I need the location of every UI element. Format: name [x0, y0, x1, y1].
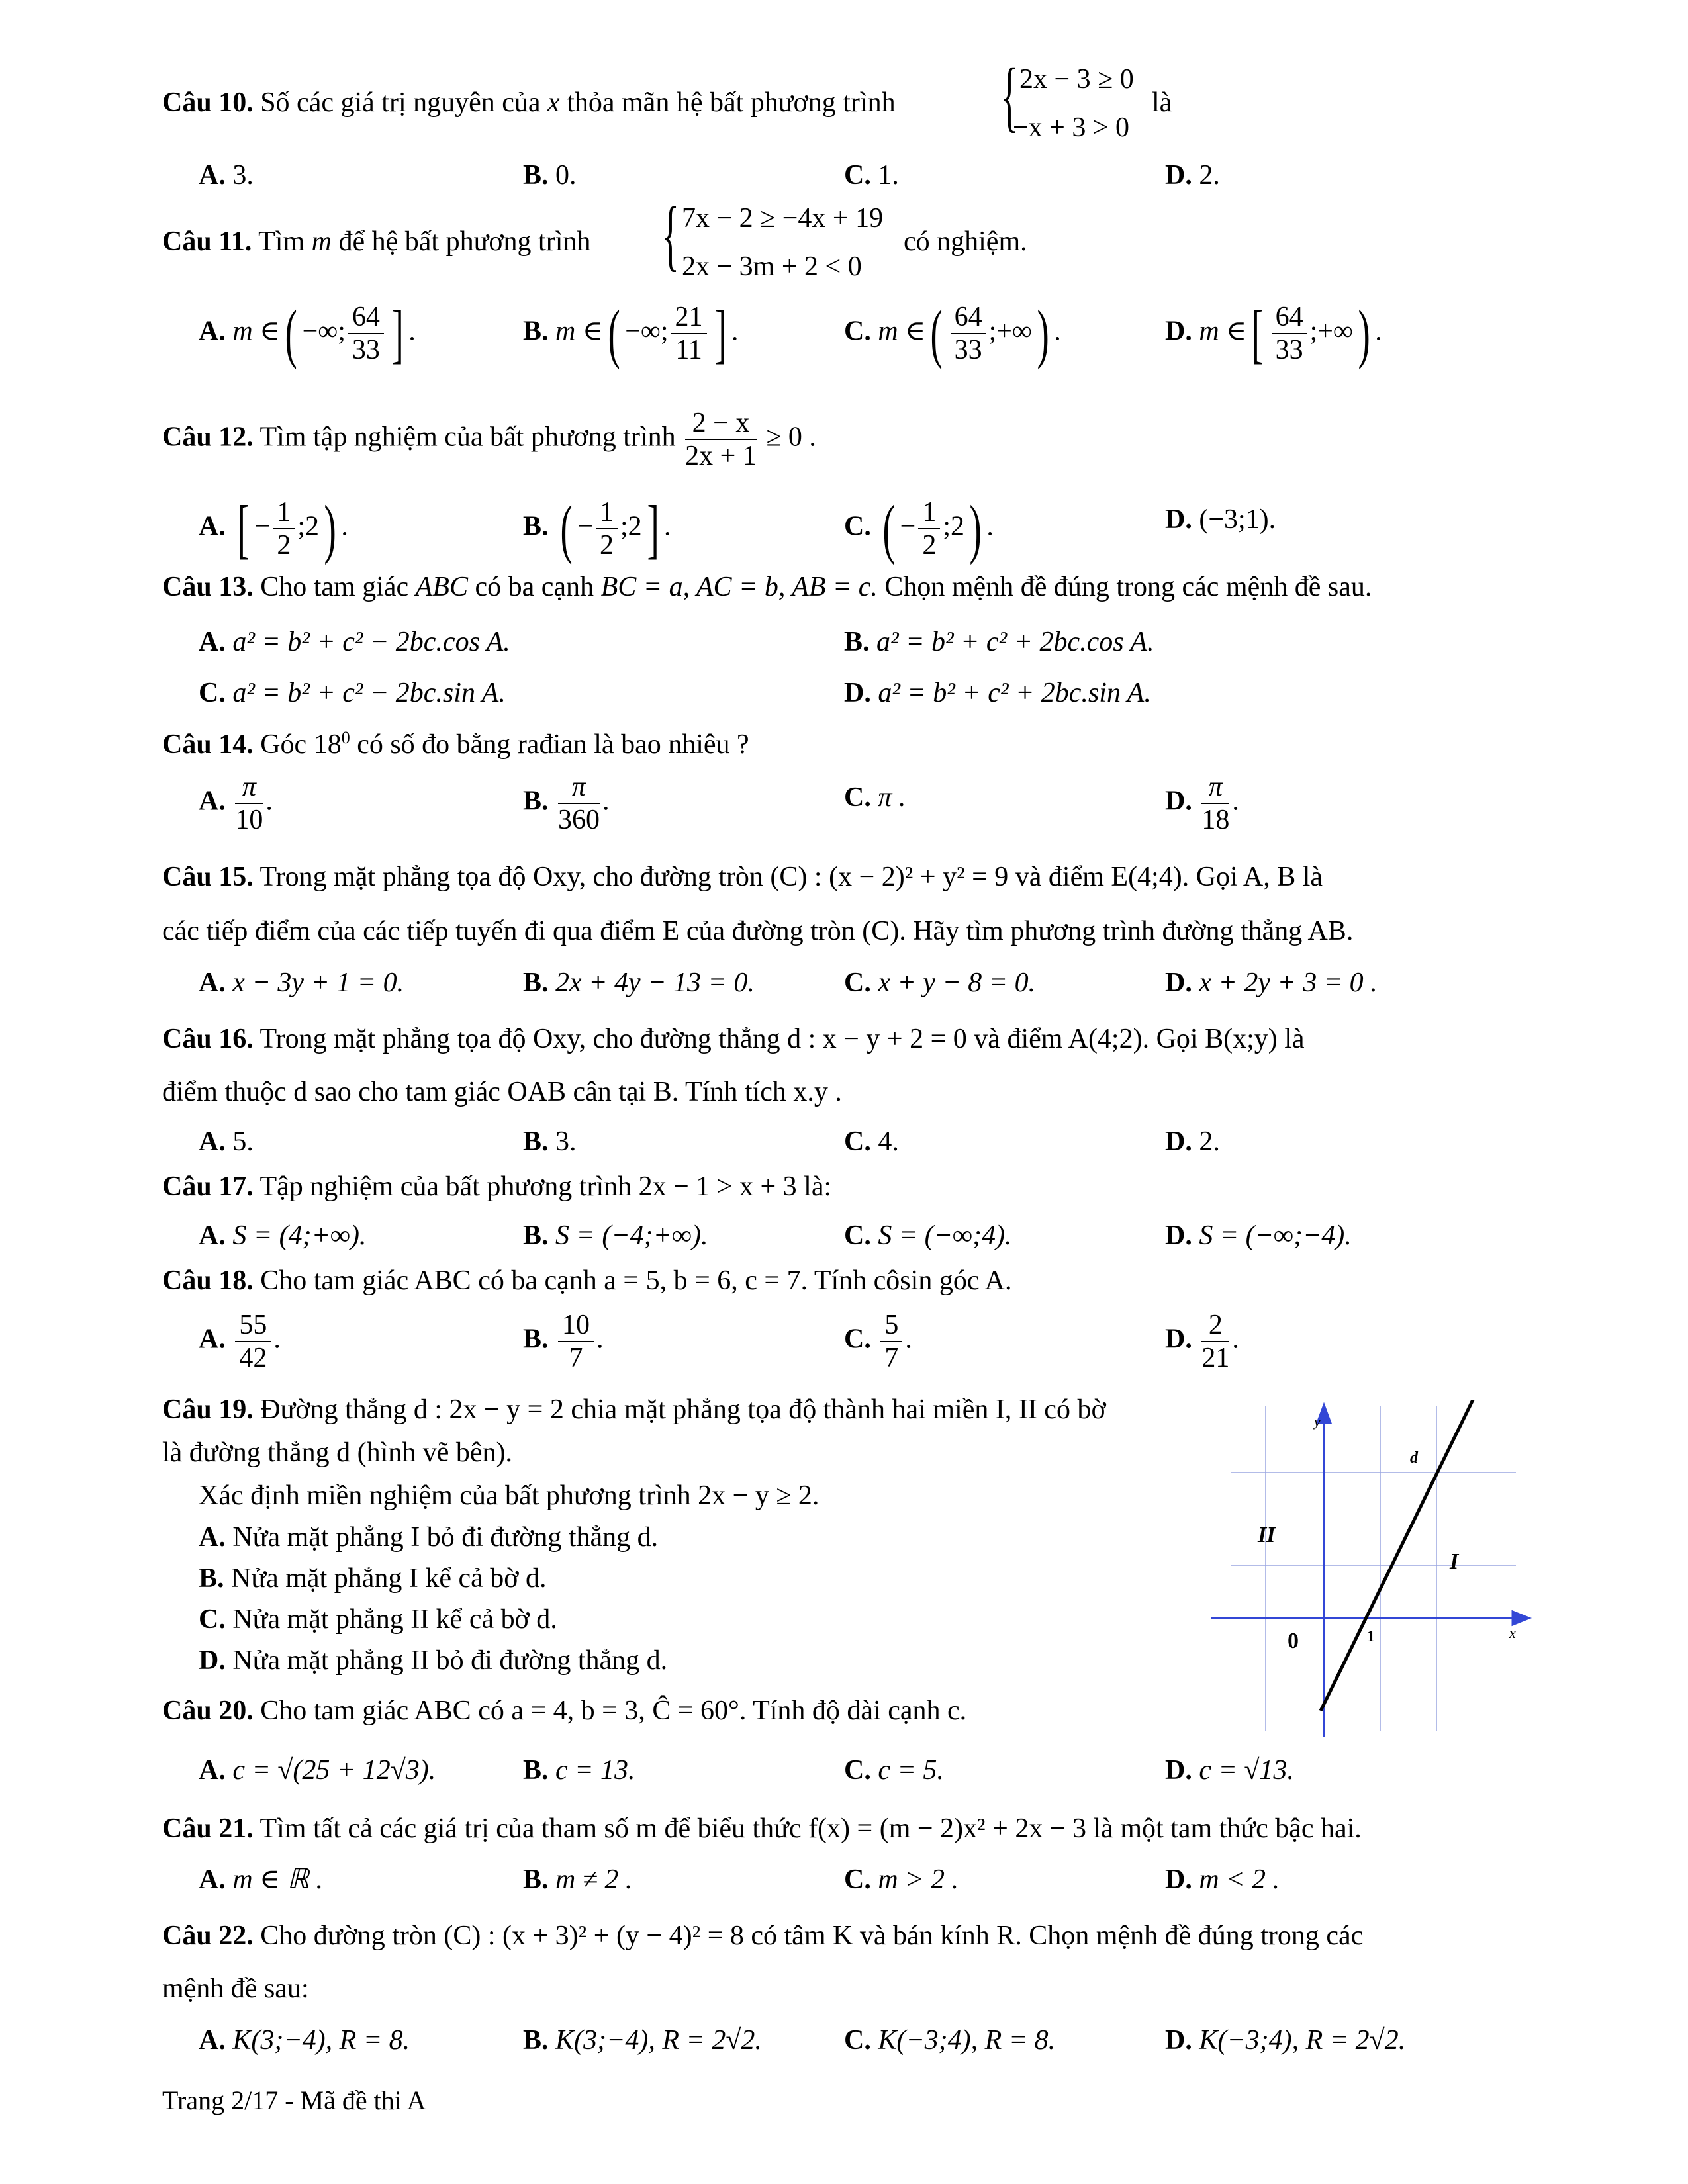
option-b: B. $\frac{\pi}{360}$ . [523, 772, 610, 835]
system-brace: { [662, 191, 679, 279]
option-b: B. m ≠ 2 . [523, 1864, 633, 1895]
tick-label-one: 1 [1367, 1628, 1375, 1645]
page-footer: Trang 2/17 - Mã đề thi A [162, 2085, 426, 2115]
question-10 [162, 86, 896, 119]
x-label: x [1509, 1625, 1516, 1641]
y-label: y [1314, 1413, 1321, 1430]
question-22: Câu 22. Cho đường tròn (C) : (x + 3)² + (y − 4)² = 8 có tâm K và bán kính R. Chọn mệnh đề đúng trong các [162, 1921, 1364, 1951]
option-c: C. S = (−∞;4). [844, 1220, 1012, 1251]
system-line: 7x − 2 ≥ −4x + 19 [682, 203, 884, 234]
option-c: C. x + y − 8 = 0. [844, 968, 1036, 998]
option-d: D. c = √13. [1165, 1755, 1294, 1786]
question-20: Câu 20. Cho tam giác ABC có a = 4, b = 3, Ĉ = 60°. Tính độ dài cạnh c. [162, 1696, 967, 1726]
question-text: để hệ bất phương trình [338, 226, 591, 257]
question-text: Tìm [258, 226, 305, 257]
option-b: B. a² = b² + c² + 2bc.cos A. [844, 627, 1154, 657]
system-line: 2x − 3m + 2 < 0 [682, 251, 862, 282]
option-a: A. [ − $\frac{1}{2}$ ;2) . [199, 492, 348, 565]
question-label: Câu 12. [162, 422, 254, 453]
question-22-cont: mệnh đề sau: [162, 1974, 309, 2004]
question-17: Câu 17. Tập nghiệm của bất phương trình 2x − 1 > x + 3 là: [162, 1171, 832, 1202]
option-d: D. Nửa mặt phẳng II bỏ đi đường thẳng d. [199, 1645, 668, 1676]
option-b: B. ( − $\frac{1}{2}$ ;2] . [523, 492, 671, 565]
option-c: C. Nửa mặt phẳng II kể cả bờ d. [199, 1604, 557, 1635]
option-b: B. 0. [523, 160, 577, 191]
option-a: A. c = √(25 + 12√3). [199, 1755, 436, 1786]
option-b: B. K(3;−4), R = 2√2. [523, 2025, 762, 2056]
option-c: C. ( − $\frac{1}{2}$ ;2) . [844, 492, 994, 565]
option-c: C. a² = b² + c² − 2bc.sin A. [199, 678, 506, 708]
option-d: D. K(−3;4), R = 2√2. [1165, 2025, 1406, 2056]
line-d-label: d [1410, 1449, 1418, 1467]
option-d: D. m < 2 . [1165, 1864, 1280, 1895]
option-c: C. 4. [844, 1126, 899, 1157]
fraction: $\frac{2 - x}{2x + 1}$ [685, 408, 757, 471]
question-19-prompt: Xác định miền nghiệm của bất phương trình 2x − y ≥ 2. [199, 1480, 820, 1511]
question-13: Câu 13. Cho tam giác ABC có ba cạnh BC = a, AC = b, AB = c. Chọn mệnh đề đúng trong các mệnh đề sau. [162, 572, 1372, 602]
option-d: D. 2. [1165, 160, 1220, 191]
option-d: D. 2. [1165, 1126, 1220, 1157]
option-c: C. π . [844, 782, 906, 813]
question-label: Câu 10. [162, 87, 254, 118]
question-16: Câu 16. Trong mặt phẳng tọa độ Oxy, cho đường thẳng d : x − y + 2 = 0 và điểm A(4;2). Gọi B(x;y) là [162, 1024, 1305, 1054]
option-a: A. Nửa mặt phẳng I bỏ đi đường thẳng d. [199, 1522, 659, 1553]
option-d: D. S = (−∞;−4). [1165, 1220, 1352, 1251]
option-a: A. m ∈( −∞; $\frac{64}{33}$ ] . [199, 296, 416, 370]
variable: x [547, 87, 560, 118]
option-b: B. 2x + 4y − 13 = 0. [523, 968, 755, 998]
option-a: A. K(3;−4), R = 8. [199, 2025, 410, 2056]
question-tail: là [1152, 87, 1172, 118]
option-a: A. a² = b² + c² − 2bc.cos A. [199, 627, 510, 657]
question-19-cont: là đường thẳng d (hình vẽ bên). [162, 1437, 513, 1468]
question-11 [162, 225, 590, 258]
option-a: A. $\frac{55}{42}$ . [199, 1310, 281, 1373]
question-12 [162, 407, 816, 472]
system-brace: { [1001, 52, 1018, 140]
x-axis-arrow [1513, 1612, 1529, 1625]
question-text: Số các giá trị nguyên của [260, 87, 541, 118]
question-16-cont: điểm thuộc d sao cho tam giác OAB cân tại B. Tính tích x.y . [162, 1077, 842, 1107]
option-c: C. 1. [844, 160, 899, 191]
option-d: D. m ∈[ $\frac{64}{33}$ ;+∞) . [1165, 296, 1382, 370]
question-19: Câu 19. Đường thẳng d : 2x − y = 2 chia mặt phẳng tọa độ thành hai miền I, II có bờ [162, 1394, 1106, 1425]
option-b: B. S = (−4;+∞). [523, 1220, 708, 1251]
option-a: A. 3. [199, 160, 254, 191]
option-c: C. m ∈( $\frac{64}{33}$ ;+∞) . [844, 296, 1061, 370]
relation: ≥ 0 . [766, 422, 816, 453]
question-text: Tìm tập nghiệm của bất phương trình [259, 422, 676, 453]
question-15: Câu 15. Trong mặt phẳng tọa độ Oxy, cho đường tròn (C) : (x − 2)² + y² = 9 và điểm E(4;4). Gọi A, B là [162, 862, 1323, 892]
option-a: A. m ∈ ℝ . [199, 1864, 324, 1895]
option-b: B. 3. [523, 1126, 577, 1157]
option-b: B. $\frac{10}{7}$ . [523, 1310, 604, 1373]
option-c: C. m > 2 . [844, 1864, 959, 1895]
region-i-label: I [1450, 1549, 1459, 1574]
option-d: D. $\frac{2}{21}$ . [1165, 1310, 1239, 1373]
option-b: B. Nửa mặt phẳng I kể cả bờ d. [199, 1563, 547, 1594]
option-b: B. c = 13. [523, 1755, 635, 1786]
question-21: Câu 21. Tìm tất cả các giá trị của tham số m để biểu thức f(x) = (m − 2)x² + 2x − 3 là một tam thức bậc hai. [162, 1813, 1362, 1844]
question-14: Câu 14. Góc $18^0$ có số đo bằng rađian là bao nhiêu ? [162, 728, 749, 760]
option-c: C. c = 5. [844, 1755, 944, 1786]
option-a: A. x − 3y + 1 = 0. [199, 968, 404, 998]
question-text: thỏa mãn hệ bất phương trình [567, 87, 896, 118]
coordinate-figure [1211, 1400, 1542, 1744]
option-d: D. (−3;1). [1165, 504, 1276, 535]
option-d: D. a² = b² + c² + 2bc.sin A. [844, 678, 1151, 708]
question-label: Câu 11. [162, 226, 252, 257]
system-line: −x + 3 > 0 [1013, 113, 1130, 143]
system-line: 2x − 3 ≥ 0 [1019, 64, 1134, 95]
option-d: D. x + 2y + 3 = 0 . [1165, 968, 1378, 998]
option-b: B. m ∈( −∞; $\frac{21}{11}$ ] . [523, 296, 739, 370]
grid-lines [1231, 1406, 1516, 1731]
question-15-cont: các tiếp điểm của các tiếp tuyến đi qua điểm E của đường tròn (C). Hãy tìm phương trình đường thẳng AB. [162, 916, 1354, 946]
question-18: Câu 18. Cho tam giác ABC có ba cạnh a = 5, b = 6, c = 7. Tính côsin góc A. [162, 1265, 1012, 1296]
region-ii-label: II [1258, 1523, 1276, 1547]
option-a: A. S = (4;+∞). [199, 1220, 367, 1251]
option-a: A. $\frac{\pi}{10}$ . [199, 772, 273, 835]
variable: m [311, 226, 332, 257]
option-c: C. K(−3;4), R = 8. [844, 2025, 1056, 2056]
origin-label: 0 [1288, 1629, 1299, 1653]
option-a: A. 5. [199, 1126, 254, 1157]
option-d: D. $\frac{\pi}{18}$ . [1165, 772, 1239, 835]
question-tail: có nghiệm. [904, 226, 1027, 257]
option-c: C. $\frac{5}{7}$ . [844, 1310, 912, 1373]
